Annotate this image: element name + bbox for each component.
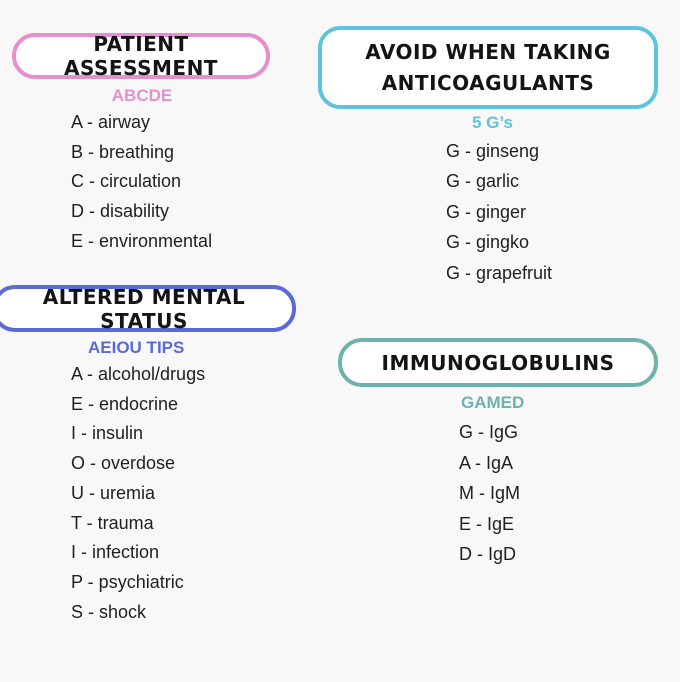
anticoagulants-header — [318, 26, 658, 109]
list-item: A - alcohol/drugs — [71, 364, 206, 384]
patient-assessment-title: PATIENT ASSESSMENT — [64, 32, 218, 80]
altered-mental-status-title: ALTERED MENTAL STATUS — [42, 284, 246, 333]
list-item: A - IgA — [459, 452, 514, 473]
list-item: G - IgG — [459, 422, 519, 442]
list-item: B - breathing — [71, 141, 175, 162]
list-item: E - environmental — [71, 230, 213, 251]
list-item: S - shock — [71, 601, 147, 622]
anticoagulants-title-line1: AVOID WHEN TAKING — [365, 39, 611, 64]
list-item: T - trauma — [71, 512, 154, 533]
list-item: G - grapefruit — [446, 262, 553, 283]
list-item: U - uremia — [71, 482, 156, 503]
list-item: D - disability — [71, 201, 170, 222]
list-item: G - garlic — [446, 171, 520, 192]
altered-mental-status-subtitle: AEIOU TIPS — [88, 338, 185, 357]
list-item: A - airway — [71, 112, 151, 132]
anticoagulants-title-line2: ANTICOAGULANTS — [381, 70, 595, 95]
list-item: C - circulation — [71, 171, 182, 192]
list-item: G - ginger — [446, 201, 527, 222]
anticoagulants-subtitle: 5 G’s — [472, 113, 513, 132]
patient-assessment-list — [71, 108, 212, 257]
patient-assessment-header — [12, 33, 270, 79]
immunoglobulins-title: IMMUNOGLOBULINS — [381, 350, 615, 375]
list-item: G - ginseng — [446, 141, 540, 161]
list-item: I - infection — [71, 542, 160, 563]
list-item: M - IgM — [459, 483, 520, 503]
patient-assessment-subtitle: ABCDE — [111, 86, 173, 105]
list-item: E - endocrine — [71, 393, 179, 414]
altered-mental-status-list — [71, 360, 205, 627]
list-item: D - IgD — [459, 544, 517, 564]
immunoglobulins-subtitle: GAMED — [461, 393, 525, 412]
immunoglobulins-header — [338, 338, 658, 387]
altered-mental-status-header — [0, 285, 296, 332]
list-item: P - psychiatric — [71, 571, 184, 592]
list-item: I - insulin — [71, 423, 144, 444]
anticoagulants-list — [446, 136, 552, 288]
list-item: G - gingko — [446, 232, 530, 253]
list-item: O - overdose — [71, 453, 176, 474]
list-item: E - IgE — [459, 513, 515, 534]
immunoglobulins-list — [459, 417, 520, 570]
